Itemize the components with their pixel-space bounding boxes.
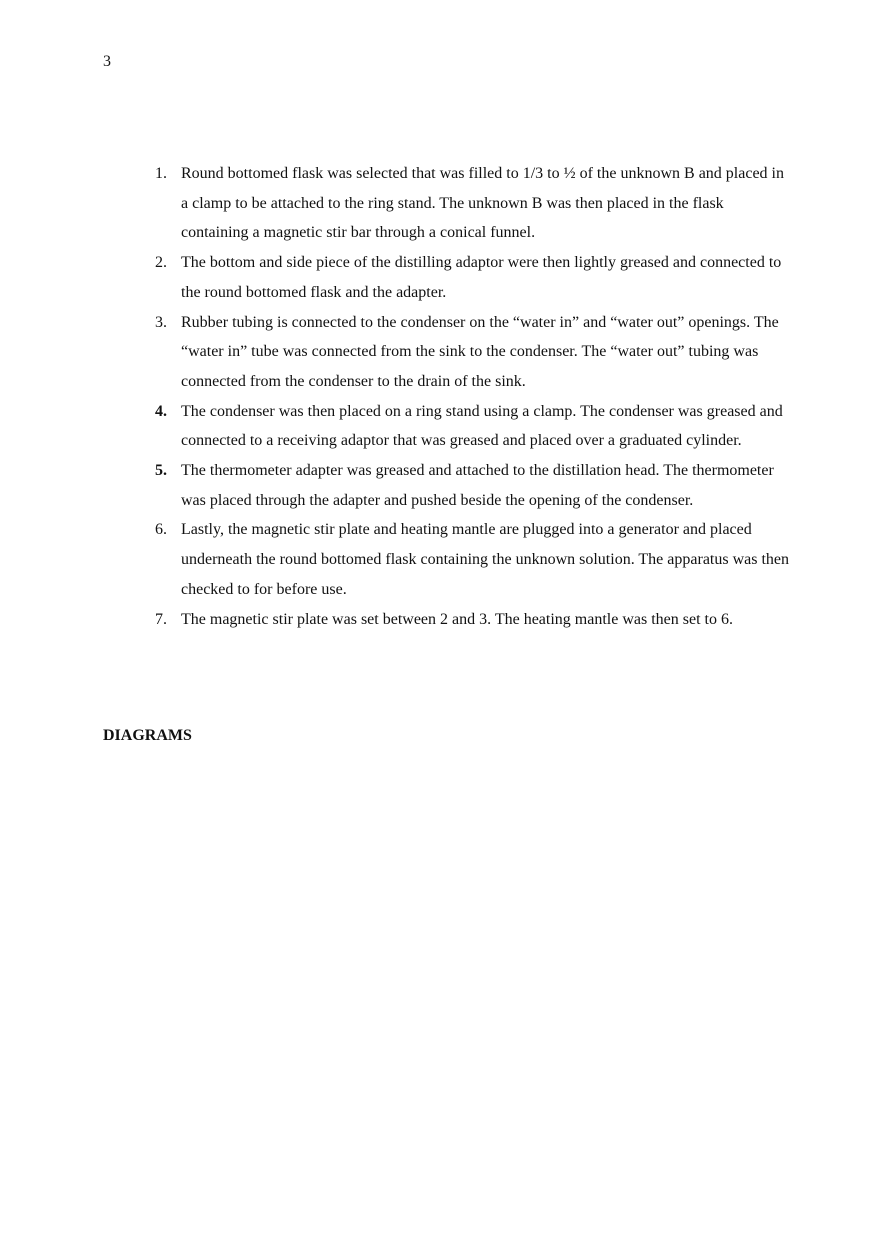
step-number: 7. [155,610,167,628]
list-item [150,308,790,397]
list-item [150,159,790,248]
list-item [150,456,790,515]
step-number: 1. [155,165,167,182]
step-number: 5. [155,462,167,480]
page-number: 3 [103,53,111,70]
step-number: 3. [155,313,167,331]
list-item [150,605,790,635]
list-item [150,248,790,307]
step-text: The condenser was then placed on a ring stand using a clamp. The condenser was greased and connected to a receiving adaptor that was greased and placed over a graduated cylinder. [181,402,783,450]
step-text: The magnetic stir plate was set between 2 and 3. The heating mantle was then set to 6. [181,610,733,628]
step-number: 2. [155,254,167,272]
section-heading-diagrams: DIAGRAMS [103,727,192,744]
step-text: Round bottomed flask was selected that was filled to 1/3 to ½ of the unknown B and placed in a clamp to be attached to the ring stand. The unknown B was then placed in the flask containing a magnetic stir bar through a conical funnel. [181,165,784,242]
step-number: 6. [155,521,167,539]
step-text: Lastly, the magnetic stir plate and heating mantle are plugged into a generator and placed underneath the round bottomed flask containing the unknown solution. The apparatus was then checked to for before use. [181,521,790,598]
procedure-steps-list [150,159,790,634]
step-text: Rubber tubing is connected to the condenser on the “water in” and “water out” openings. The “water in” tube was connected from the sink to the condenser. The “water out” tubing was connected from the condenser to the drain of the sink. [181,313,779,390]
list-item [150,397,790,456]
list-item [150,515,790,604]
step-text: The thermometer adapter was greased and attached to the distillation head. The thermometer was placed through the adapter and pushed beside the opening of the condenser. [181,462,774,509]
step-text: The bottom and side piece of the distilling adaptor were then lightly greased and connected to the round bottomed flask and the adapter. [181,254,782,301]
step-number: 4. [155,402,167,420]
